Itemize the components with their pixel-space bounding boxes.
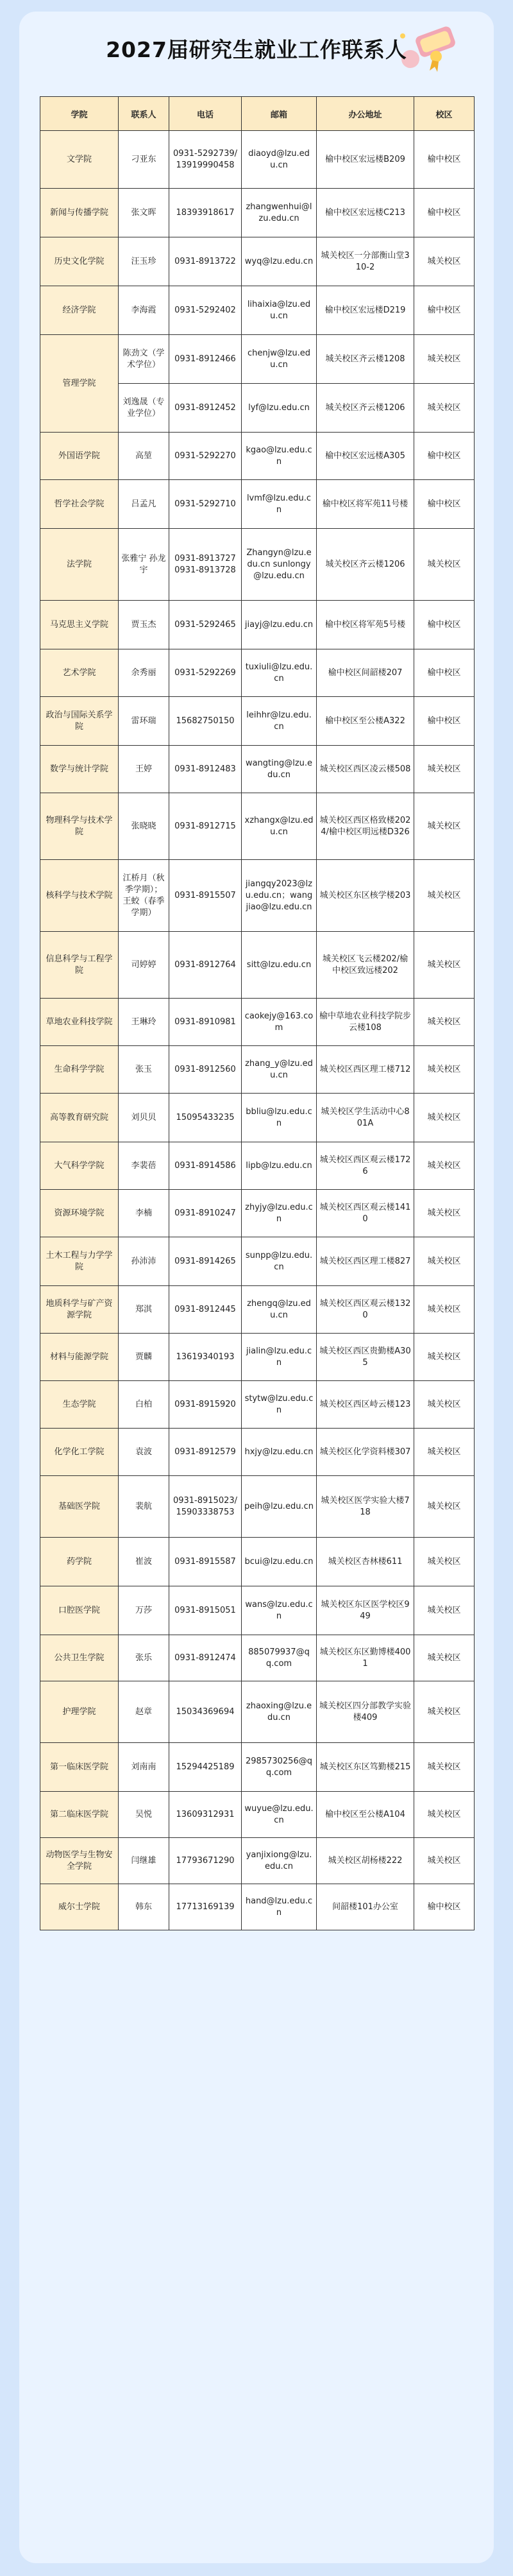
email-cell: sitt@lzu.edu.cn (242, 932, 317, 999)
campus-cell: 榆中校区 (414, 649, 475, 697)
phone-cell: 17793671290 (169, 1838, 242, 1884)
college-cell: 物理科学与技术学院 (40, 793, 119, 860)
email-cell: zhaoxing@lzu.edu.cn (242, 1681, 317, 1743)
campus-cell: 城关校区 (414, 1476, 475, 1538)
college-cell: 信息科学与工程学院 (40, 932, 119, 999)
college-cell: 法学院 (40, 529, 119, 601)
address-cell: 城关校区一分部衡山堂310-2 (317, 237, 414, 286)
table-row (40, 1586, 475, 1635)
table-row (40, 860, 475, 932)
address-cell: 榆中校区宏远楼C213 (317, 189, 414, 237)
table-row (40, 649, 475, 697)
college-cell: 基础医学院 (40, 1476, 119, 1538)
table-row (40, 433, 475, 480)
campus-cell: 榆中校区 (414, 601, 475, 649)
table-row (40, 189, 475, 237)
email-cell: lyf@lzu.edu.cn (242, 384, 317, 433)
address-cell: 城关校区齐云楼1206 (317, 384, 414, 433)
college-cell: 土木工程与力学学院 (40, 1237, 119, 1286)
college-cell: 第一临床医学院 (40, 1743, 119, 1792)
college-cell: 新闻与传播学院 (40, 189, 119, 237)
address-cell: 城关校区医学实验大楼718 (317, 1476, 414, 1538)
campus-cell: 城关校区 (414, 1046, 475, 1094)
table-row (40, 999, 475, 1046)
address-cell: 城关校区西区峙云楼123 (317, 1381, 414, 1429)
phone-cell: 0931-5292269 (169, 649, 242, 697)
table-row (40, 746, 475, 793)
campus-cell: 城关校区 (414, 1681, 475, 1743)
campus-cell: 城关校区 (414, 1792, 475, 1838)
table-row (40, 1286, 475, 1334)
phone-cell: 0931-8915023/15903338753 (169, 1476, 242, 1538)
table-row (40, 1094, 475, 1142)
college-cell: 资源环境学院 (40, 1190, 119, 1237)
address-cell: 榆中校区间韶楼207 (317, 649, 414, 697)
contact-cell: 刘贝贝 (119, 1094, 169, 1142)
phone-cell: 17713169139 (169, 1884, 242, 1930)
college-cell: 艺术学院 (40, 649, 119, 697)
email-cell: peih@lzu.edu.cn (242, 1476, 317, 1538)
contact-cell: 韩东 (119, 1884, 169, 1930)
address-cell: 城关校区东区医学校区949 (317, 1586, 414, 1635)
college-cell: 外国语学院 (40, 433, 119, 480)
contact-cell: 吕孟凡 (119, 480, 169, 529)
college-cell: 威尔士学院 (40, 1884, 119, 1930)
contact-cell: 张雅宁 孙龙宇 (119, 529, 169, 601)
email-cell: sunpp@lzu.edu.cn (242, 1237, 317, 1286)
table-row (40, 1635, 475, 1681)
contact-cell: 张文晖 (119, 189, 169, 237)
phone-cell: 0931-8912764 (169, 932, 242, 999)
table-row (40, 697, 475, 746)
email-cell: wuyue@lzu.edu.cn (242, 1792, 317, 1838)
contact-cell: 袁波 (119, 1429, 169, 1476)
email-cell: lipb@lzu.edu.cn (242, 1142, 317, 1190)
email-cell: leihhr@lzu.edu.cn (242, 697, 317, 746)
address-cell: 间韶楼101办公室 (317, 1884, 414, 1930)
college-cell: 马克思主义学院 (40, 601, 119, 649)
table-row (40, 1884, 475, 1930)
phone-cell: 0931-8910981 (169, 999, 242, 1046)
address-cell: 城关校区四分部教学实验楼409 (317, 1681, 414, 1743)
phone-cell: 0931-8915920 (169, 1381, 242, 1429)
address-cell: 城关校区西区观云楼1726 (317, 1142, 414, 1190)
email-cell: lvmf@lzu.edu.cn (242, 480, 317, 529)
contact-cell: 吴悦 (119, 1792, 169, 1838)
email-cell: bcui@lzu.edu.cn (242, 1538, 317, 1586)
phone-cell: 0931-8915587 (169, 1538, 242, 1586)
address-cell: 城关校区杏林楼611 (317, 1538, 414, 1586)
college-cell: 第二临床医学院 (40, 1792, 119, 1838)
campus-cell: 城关校区 (414, 932, 475, 999)
college-cell: 药学院 (40, 1538, 119, 1586)
phone-cell: 0931-8912445 (169, 1286, 242, 1334)
campus-cell: 城关校区 (414, 793, 475, 860)
college-cell: 材料与能源学院 (40, 1334, 119, 1381)
address-cell: 城关校区西区理工楼827 (317, 1237, 414, 1286)
college-cell: 经济学院 (40, 286, 119, 335)
table-row (40, 1429, 475, 1476)
address-cell: 城关校区东区核学楼203 (317, 860, 414, 932)
email-cell: hand@lzu.edu.cn (242, 1884, 317, 1930)
address-cell: 城关校区东区勤博楼4001 (317, 1635, 414, 1681)
campus-cell: 榆中校区 (414, 286, 475, 335)
contact-cell: 雷环瑞 (119, 697, 169, 746)
table-row (40, 1190, 475, 1237)
college-cell: 哲学社会学院 (40, 480, 119, 529)
address-cell: 城关校区西区格致楼2024/榆中校区明远楼D326 (317, 793, 414, 860)
address-cell: 城关校区齐云楼1208 (317, 335, 414, 384)
campus-cell: 城关校区 (414, 1635, 475, 1681)
contact-cell: 贾麟 (119, 1334, 169, 1381)
campus-cell: 城关校区 (414, 1286, 475, 1334)
contact-cell: 闫继雄 (119, 1838, 169, 1884)
email-cell: jiangqy2023@lzu.edu.cn；wangjiao@lzu.edu.cn (242, 860, 317, 932)
table-row (40, 480, 475, 529)
phone-cell: 0931-8913722 (169, 237, 242, 286)
campus-cell: 城关校区 (414, 335, 475, 384)
contact-cell: 王婷 (119, 746, 169, 793)
column-header-email: 邮箱 (242, 97, 317, 131)
email-cell: zhang_y@lzu.edu.cn (242, 1046, 317, 1094)
email-cell: tuxiuli@lzu.edu.cn (242, 649, 317, 697)
email-cell: xzhangx@lzu.edu.cn (242, 793, 317, 860)
email-cell: chenjw@lzu.edu.cn (242, 335, 317, 384)
contact-cell: 张晓晓 (119, 793, 169, 860)
email-cell: zhengq@lzu.edu.cn (242, 1286, 317, 1334)
college-cell: 生态学院 (40, 1381, 119, 1429)
phone-cell: 0931-5292710 (169, 480, 242, 529)
campus-cell: 城关校区 (414, 746, 475, 793)
contact-cell: 郑淇 (119, 1286, 169, 1334)
table-row (40, 1538, 475, 1586)
contact-cell: 陈劲文（学术学位） (119, 335, 169, 384)
campus-cell: 城关校区 (414, 1381, 475, 1429)
email-cell: jiayj@lzu.edu.cn (242, 601, 317, 649)
phone-cell: 0931-5292402 (169, 286, 242, 335)
column-header-contact: 联系人 (119, 97, 169, 131)
campus-cell: 榆中校区 (414, 697, 475, 746)
address-cell: 城关校区化学资料楼307 (317, 1429, 414, 1476)
email-cell: Zhangyn@lzu.edu.cn sunlongy@lzu.edu.cn (242, 529, 317, 601)
phone-cell: 0931-8915507 (169, 860, 242, 932)
email-cell: yanjixiong@lzu.edu.cn (242, 1838, 317, 1884)
table-row (40, 1046, 475, 1094)
column-header-address: 办公地址 (317, 97, 414, 131)
campus-cell: 榆中校区 (414, 1884, 475, 1930)
email-cell: 2985730256@qq.com (242, 1743, 317, 1792)
phone-cell: 0931-8914265 (169, 1237, 242, 1286)
college-cell: 历史文化学院 (40, 237, 119, 286)
email-cell: hxjy@lzu.edu.cn (242, 1429, 317, 1476)
address-cell: 城关校区西区观云楼1410 (317, 1190, 414, 1237)
campus-cell: 城关校区 (414, 860, 475, 932)
college-cell: 护理学院 (40, 1681, 119, 1743)
table-row (40, 286, 475, 335)
phone-cell: 0931-5292465 (169, 601, 242, 649)
college-cell: 文学院 (40, 131, 119, 189)
campus-cell: 城关校区 (414, 1334, 475, 1381)
address-cell: 城关校区齐云楼1206 (317, 529, 414, 601)
address-cell: 城关校区胡杨楼222 (317, 1838, 414, 1884)
address-cell: 榆中校区宏远楼A305 (317, 433, 414, 480)
email-cell: lihaixia@lzu.edu.cn (242, 286, 317, 335)
contact-cell: 高堃 (119, 433, 169, 480)
college-cell: 口腔医学院 (40, 1586, 119, 1635)
college-cell: 生命科学学院 (40, 1046, 119, 1094)
contact-cell: 万莎 (119, 1586, 169, 1635)
college-cell: 数学与统计学院 (40, 746, 119, 793)
college-cell: 动物医学与生物安全学院 (40, 1838, 119, 1884)
campus-cell: 榆中校区 (414, 189, 475, 237)
contact-cell: 裴航 (119, 1476, 169, 1538)
phone-cell: 0931-8914586 (169, 1142, 242, 1190)
phone-cell: 15682750150 (169, 697, 242, 746)
contact-cell: 赵章 (119, 1681, 169, 1743)
contacts-table (40, 96, 475, 1930)
phone-cell: 0931-8913727 0931-8913728 (169, 529, 242, 601)
campus-cell: 城关校区 (414, 1429, 475, 1476)
email-cell: bbliu@lzu.edu.cn (242, 1094, 317, 1142)
table-row (40, 601, 475, 649)
contact-cell: 贾玉杰 (119, 601, 169, 649)
college-cell: 化学化工学院 (40, 1429, 119, 1476)
campus-cell: 城关校区 (414, 1237, 475, 1286)
college-cell: 公共卫生学院 (40, 1635, 119, 1681)
contact-cell: 李裴蓓 (119, 1142, 169, 1190)
address-cell: 榆中校区至公楼A322 (317, 697, 414, 746)
table-row (40, 1681, 475, 1743)
college-cell: 管理学院 (40, 335, 119, 433)
email-cell: caokejy@163.com (242, 999, 317, 1046)
address-cell: 城关校区学生活动中心801A (317, 1094, 414, 1142)
campus-cell: 榆中校区 (414, 480, 475, 529)
campus-cell: 榆中校区 (414, 131, 475, 189)
email-cell: wans@lzu.edu.cn (242, 1586, 317, 1635)
phone-cell: 0931-8912466 (169, 335, 242, 384)
contact-cell: 余秀丽 (119, 649, 169, 697)
campus-cell: 城关校区 (414, 1142, 475, 1190)
phone-cell: 0931-8912560 (169, 1046, 242, 1094)
email-cell: stytw@lzu.edu.cn (242, 1381, 317, 1429)
phone-cell: 0931-8912483 (169, 746, 242, 793)
table-row (40, 1381, 475, 1429)
campus-cell: 城关校区 (414, 384, 475, 433)
contact-cell: 王琳玲 (119, 999, 169, 1046)
campus-cell: 城关校区 (414, 1838, 475, 1884)
phone-cell: 0931-8912452 (169, 384, 242, 433)
contact-cell: 刘南南 (119, 1743, 169, 1792)
phone-cell: 15294425189 (169, 1743, 242, 1792)
column-header-college: 学院 (40, 97, 119, 131)
address-cell: 榆中校区将军苑5号楼 (317, 601, 414, 649)
table-row (40, 1142, 475, 1190)
phone-cell: 0931-5292739/13919990458 (169, 131, 242, 189)
phone-cell: 0931-8910247 (169, 1190, 242, 1237)
college-cell: 核科学与技术学院 (40, 860, 119, 932)
phone-cell: 15095433235 (169, 1094, 242, 1142)
email-cell: zhangwenhui@lzu.edu.cn (242, 189, 317, 237)
phone-cell: 15034369694 (169, 1681, 242, 1743)
college-cell: 高等教育研究院 (40, 1094, 119, 1142)
campus-cell: 城关校区 (414, 1094, 475, 1142)
contact-cell: 白柏 (119, 1381, 169, 1429)
campus-cell: 城关校区 (414, 1743, 475, 1792)
campus-cell: 城关校区 (414, 1190, 475, 1237)
phone-cell: 0931-8912715 (169, 793, 242, 860)
table-row (40, 1237, 475, 1286)
phone-cell: 0931-8915051 (169, 1586, 242, 1635)
column-header-campus: 校区 (414, 97, 475, 131)
contact-cell: 李楠 (119, 1190, 169, 1237)
phone-cell: 0931-8912474 (169, 1635, 242, 1681)
table-row (40, 131, 475, 189)
address-cell: 榆中校区至公楼A104 (317, 1792, 414, 1838)
address-cell: 城关校区西区观云楼1320 (317, 1286, 414, 1334)
campus-cell: 城关校区 (414, 1538, 475, 1586)
email-cell: wangting@lzu.edu.cn (242, 746, 317, 793)
contact-cell: 司婷婷 (119, 932, 169, 999)
email-cell: 885079937@qq.com (242, 1635, 317, 1681)
table-header-row (40, 97, 475, 131)
table-row (40, 529, 475, 601)
contact-cell: 张玉 (119, 1046, 169, 1094)
table-row (40, 1838, 475, 1884)
email-cell: wyq@lzu.edu.cn (242, 237, 317, 286)
phone-cell: 13609312931 (169, 1792, 242, 1838)
college-cell: 地质科学与矿产资源学院 (40, 1286, 119, 1334)
contact-cell: 刁亚东 (119, 131, 169, 189)
email-cell: jialin@lzu.edu.cn (242, 1334, 317, 1381)
email-cell: zhyjy@lzu.edu.cn (242, 1190, 317, 1237)
phone-cell: 18393918617 (169, 189, 242, 237)
campus-cell: 城关校区 (414, 529, 475, 601)
table-row (40, 1792, 475, 1838)
address-cell: 城关校区东区笃勤楼215 (317, 1743, 414, 1792)
table-row (40, 237, 475, 286)
table-row (40, 1743, 475, 1792)
contact-cell: 张乐 (119, 1635, 169, 1681)
table-row (40, 1476, 475, 1538)
contact-cell: 江桥月（秋季学期）；王蛟（春季学期） (119, 860, 169, 932)
campus-cell: 城关校区 (414, 1586, 475, 1635)
email-cell: kgao@lzu.edu.cn (242, 433, 317, 480)
campus-cell: 城关校区 (414, 999, 475, 1046)
address-cell: 城关校区西区理工楼712 (317, 1046, 414, 1094)
address-cell: 榆中校区宏远楼D219 (317, 286, 414, 335)
contact-cell: 孙沛沛 (119, 1237, 169, 1286)
college-cell: 大气科学学院 (40, 1142, 119, 1190)
address-cell: 城关校区西区凌云楼508 (317, 746, 414, 793)
table-row (40, 335, 475, 384)
contact-cell: 刘逸晟（专业学位） (119, 384, 169, 433)
page-title: 2027届研究生就业工作联系人 (102, 33, 411, 64)
table-row (40, 1334, 475, 1381)
phone-cell: 0931-5292270 (169, 433, 242, 480)
contact-cell: 李海霞 (119, 286, 169, 335)
phone-cell: 0931-8912579 (169, 1429, 242, 1476)
campus-cell: 榆中校区 (414, 433, 475, 480)
email-cell: diaoyd@lzu.edu.cn (242, 131, 317, 189)
phone-cell: 13619340193 (169, 1334, 242, 1381)
table-row (40, 932, 475, 999)
contact-cell: 汪玉珍 (119, 237, 169, 286)
column-header-phone: 电话 (169, 97, 242, 131)
contact-cell: 崔波 (119, 1538, 169, 1586)
address-cell: 榆中草地农业科技学院步云楼108 (317, 999, 414, 1046)
college-cell: 政治与国际关系学院 (40, 697, 119, 746)
address-cell: 城关校区西区贵勤楼A305 (317, 1334, 414, 1381)
college-cell: 草地农业科技学院 (40, 999, 119, 1046)
address-cell: 城关校区飞云楼202/榆中校区致远楼202 (317, 932, 414, 999)
campus-cell: 城关校区 (414, 237, 475, 286)
address-cell: 榆中校区宏远楼B209 (317, 131, 414, 189)
table-row (40, 793, 475, 860)
address-cell: 榆中校区将军苑11号楼 (317, 480, 414, 529)
